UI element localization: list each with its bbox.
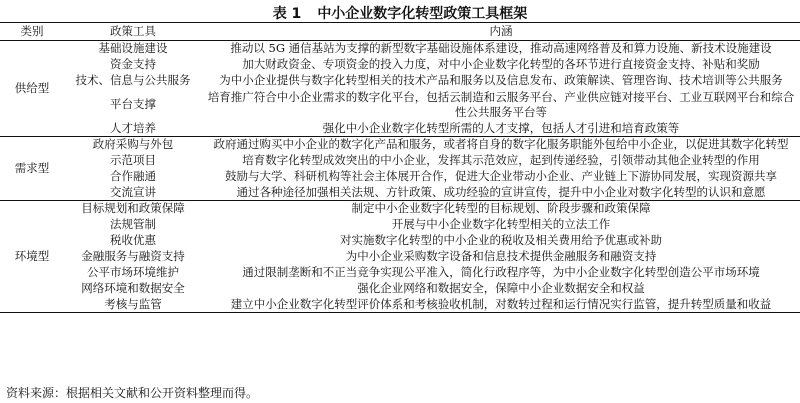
content-cell: 对实施数字化转型的中小企业的税收及相关费用给予优惠或补助 <box>340 233 662 247</box>
table-row <box>0 185 800 201</box>
content-cell: 鼓励与大学、科研机构等社会主体展开合作，促进大企业带动小企业、产业链上下游协同发展，实现资源共享 <box>225 169 777 183</box>
table-row <box>0 265 800 281</box>
content-cell: 通过限制垄断和不正当竞争实现公平准入，简化行政程序等，为中小企业数字化转型创造公平市场环境 <box>242 265 760 279</box>
content-cell: 强化中小企业数字化转型所需的人才支撑，包括人才引进和培育政策等 <box>322 120 680 135</box>
tool-cell: 资金支持 <box>110 57 156 71</box>
tool-cell: 技术、信息与公共服务 <box>75 73 191 87</box>
category-cell: 供给型 <box>14 81 50 95</box>
tool-cell: 人才培养 <box>110 120 156 135</box>
table-row <box>0 57 800 73</box>
table-row <box>0 233 800 249</box>
table-row <box>0 249 800 265</box>
tool-cell: 金融服务与融资支持 <box>81 249 185 263</box>
table-row <box>0 169 800 185</box>
table-row <box>0 89 800 121</box>
tool-cell: 公平市场环境维护 <box>87 265 179 279</box>
table-row <box>0 281 800 297</box>
content-cell: 推动以 5G 通信基站为支撑的新型数字基础设施体系建设，推动高速网络普及和算力设施、新技术设施建设 <box>230 41 772 56</box>
table-row <box>0 137 800 153</box>
tool-cell: 交流宣讲 <box>110 184 156 199</box>
tool-cell: 示范项目 <box>110 153 156 167</box>
content-cell: 通过各种途径加强相关法规、方针政策、成功经验的宣讲宣传，提升中小企业对数字化转型的认识和意愿 <box>236 184 766 199</box>
source-note: 资料来源：根据相关文献和公开资料整理而得。 <box>6 386 259 400</box>
category-cell: 环境型 <box>0 201 64 313</box>
header-category: 类别 <box>0 23 64 41</box>
table-row <box>0 73 800 89</box>
content-cell: 建立中小企业数字化转型评价体系和考核验收机制，对数转过程和运行情况实行监管，提升转型质量和收益 <box>230 296 772 311</box>
content-cell: 培育推广符合中小企业需求的数字化平台，包括云制造和云服务平台、产业供应链对接平台、工业互联网平台和综合性公共服务平台等 <box>207 89 795 119</box>
table-row <box>0 153 800 169</box>
tool-cell: 法规管制 <box>110 217 156 231</box>
tool-cell: 税收优惠 <box>110 233 156 247</box>
tool-cell: 政府采购与外包 <box>64 137 202 153</box>
header-tool: 政策工具 <box>64 23 202 41</box>
tool-cell: 合作融通 <box>110 169 156 183</box>
content-cell: 开展与中小企业数字化转型相关的立法工作 <box>391 217 611 231</box>
header-content: 内涵 <box>202 23 800 41</box>
table-row <box>0 297 800 313</box>
content-cell: 加大财政资金、专项资金的投入力度，对中小企业数字化转型的各环节进行直接资金支持、补贴和奖励 <box>242 57 760 71</box>
policy-tools-table <box>0 22 800 313</box>
tool-cell: 平台支撑 <box>110 97 156 111</box>
table-number: 表 1 <box>272 6 302 22</box>
table-title-text: 中小企业数字化转型政策工具框架 <box>317 6 528 22</box>
table-row <box>0 201 800 217</box>
table-row <box>0 121 800 137</box>
table-row <box>0 217 800 233</box>
table-header-row <box>0 23 800 41</box>
table-body <box>0 41 800 313</box>
table-title <box>0 3 800 23</box>
table-row <box>0 41 800 57</box>
tool-cell: 网络环境和数据安全 <box>81 281 185 295</box>
tool-cell: 考核与监管 <box>104 296 162 311</box>
content-cell: 强化企业网络和数据安全，保障中小企业数据安全和权益 <box>357 281 645 295</box>
content-cell: 制定中小企业数字化转型的目标规划、阶段步骤和政策保障 <box>202 201 800 217</box>
content-cell: 为中小企业采购数字设备和信息技术提供金融服务和融资支持 <box>345 249 657 263</box>
tool-cell: 基础设施建设 <box>98 41 168 56</box>
content-cell: 政府通过购买中小企业的数字化产品和服务，或者将自身的数字化服务职能外包给中小企业，以促进其数字化转型 <box>202 137 800 153</box>
category-cell: 需求型 <box>0 137 64 201</box>
content-cell: 为中小企业提供与数字化转型相关的技术产品和服务以及信息发布、政策解读、管理咨询、技术培训等公共服务 <box>219 73 783 87</box>
content-cell: 培育数字化转型成效突出的中小企业，发挥其示范效应，起到传递经验，引领带动其他企业转型的作用 <box>242 153 760 167</box>
tool-cell: 目标规划和政策保障 <box>64 201 202 217</box>
